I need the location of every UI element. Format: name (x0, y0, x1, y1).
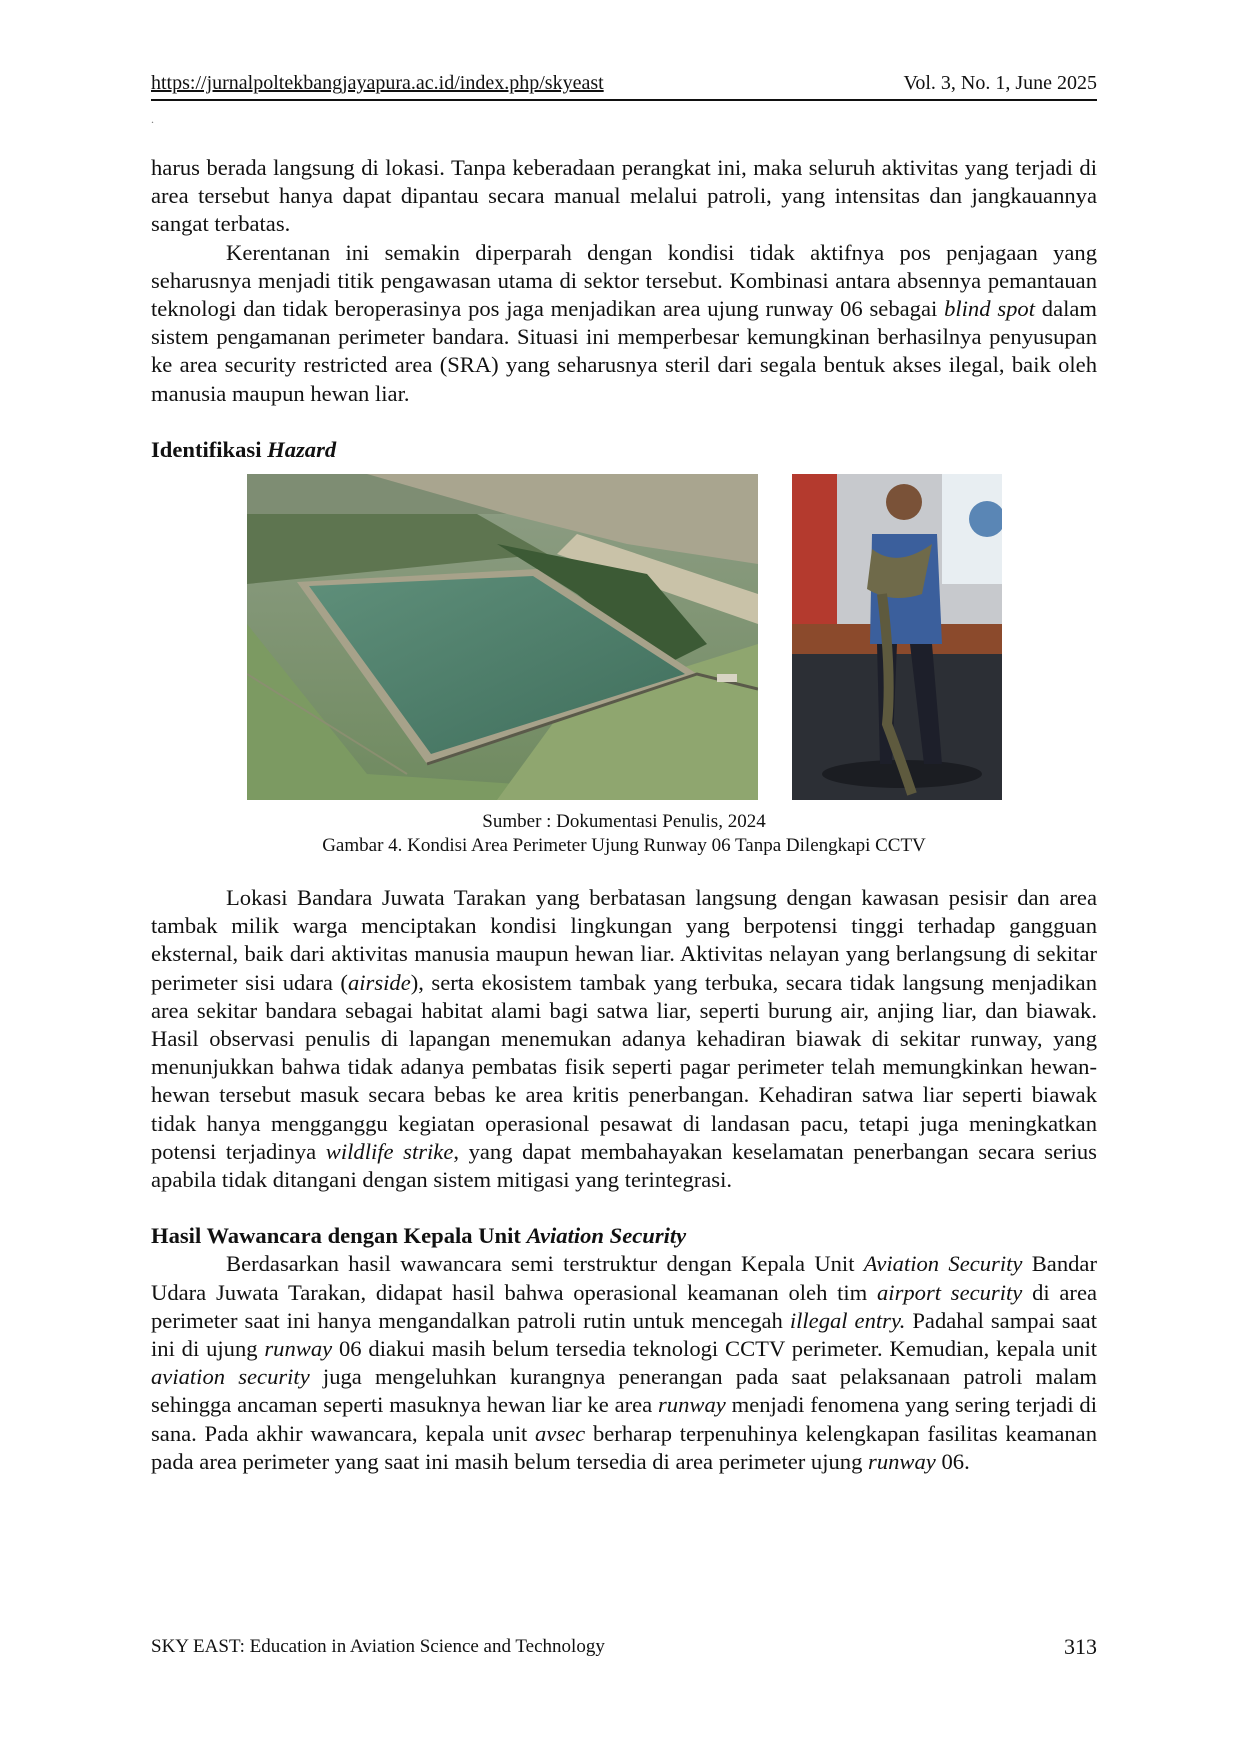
paragraph-4-italic-j: aviation security (151, 1364, 310, 1390)
paragraph-4-text-e: di area perimeter saat ini hanya mengandalkan patroli rutin untuk mencegah (151, 1279, 1097, 1333)
section-heading-interview (151, 1222, 1097, 1250)
paragraph-4-text-a: Berdasarkan hasil wawancara semi terstruktur dengan Kepala Unit (226, 1251, 864, 1277)
figure-source: Sumber : Dokumentasi Penulis, 2024 (482, 811, 766, 833)
paragraph-4-text-c: Bandar Udara Juwata Tarakan, didapat hasil bahwa operasional keamanan oleh tim (151, 1251, 1097, 1305)
heading-interview-italic: Aviation Security (526, 1223, 687, 1249)
journal-name: SKY EAST: Education in Aviation Science and Technology (151, 1636, 605, 1657)
paragraph-4-italic-p: runway (868, 1448, 936, 1474)
paragraph-4-italic-h: runway (264, 1336, 333, 1362)
paragraph-4-text-i: 06 diakui masih belum tersedia teknologi CCTV perimeter. Kemudian, kepala unit (332, 1336, 1097, 1362)
section-heading-hazard (151, 436, 1097, 464)
paragraph-2-italic-term: blind spot (944, 296, 1035, 322)
paragraph-4-text-q: 06. (935, 1448, 970, 1474)
running-footer (151, 1634, 1097, 1660)
paragraph-2-text-c: dalam sistem pengamanan perimeter bandara. Situasi ini memperbesar kemungkinan berhasilnya penyusupan ke area security restricted area (SRA) yang seharusnya steril dari segala bentuk akses ilegal, baik oleh manusia maupun hewan liar. (151, 296, 1098, 406)
paragraph-3-italic-airside: airside (347, 969, 411, 995)
paragraph-3-text-c: ), serta ekosistem tambak yang terbuka, secara tidak langsung menjadikan area sekitar bandara sebagai habitat alami bagi satwa liar, seperti burung air, anjing liar, dan biawak. Hasil observasi penulis di lapangan menemukan adanya kehadiran biawak di sekitar runway, yang menunjukkan bahwa tidak adanya pembatas fisik seperti pagar perimeter telah memungkinkan hewan-hewan tersebut masuk secara bebas ke area kritis penerbangan. Kehadiran satwa liar seperti biawak tidak hanya mengganggu kegiatan operasional pesawat di landasan pacu, tetapi juga meningkatkan potensi terjadinya (151, 969, 1098, 1164)
paragraph-3-text-e: , yang dapat membahayakan keselamatan penerbangan secara serius apabila tidak ditangani dengan sistem mitigasi yang terintegrasi. (151, 1138, 1097, 1193)
paragraph-4-italic-n: avsec (535, 1420, 586, 1446)
header-mark: . (151, 112, 154, 126)
journal-url-link[interactable]: https://jurnalpoltekbangjayapura.ac.id/index.php/skyeast (151, 72, 604, 94)
paragraph-4-italic-l: runway (658, 1392, 726, 1418)
paragraph-3-text-a: Lokasi Bandara Juwata Tarakan yang berbatasan langsung dengan kawasan pesisir dan area tambak milik warga menciptakan kondisi lingkungan yang berpotensi tinggi terhadap gangguan eksternal, baik dari aktivitas manusia maupun hewan liar. Aktivitas nelayan yang berlangsung di sekitar perimeter sisi udara ( (151, 885, 1097, 995)
paragraph-4-text-k: juga mengeluhkan kurangnya penerangan pada saat pelaksanaan patroli malam sehingga ancaman seperti masuknya hewan liar ke area (151, 1364, 1098, 1418)
paragraph-4 (151, 1250, 1097, 1476)
monitor-lizard-photo (792, 474, 1002, 800)
page-number: 313 (1064, 1634, 1097, 1659)
paragraph-2-text-a: Kerentanan ini semakin diperparah dengan kondisi tidak aktifnya pos penjagaan yang seharusnya menjadi titik pengawasan utama di sektor tersebut. Kombinasi antara absennya pemantauan teknologi dan tidak beroperasinya pos jaga menjadikan area ujung runway 06 sebagai (151, 239, 1097, 322)
volume-info: Vol. 3, No. 1, June 2025 (903, 72, 1097, 94)
header-divider (151, 99, 1097, 101)
paragraph-4-text-m: menjadi fenomena yang sering terjadi di sana. Pada akhir wawancara, kepala unit (151, 1392, 1097, 1446)
paragraph-4-italic-b: Aviation Security (863, 1251, 1023, 1277)
paragraph-1 (151, 154, 1097, 239)
paragraph-4-text-o: berharap terpenuhinya kelengkapan fasilitas keamanan pada area perimeter yang saat ini masih belum tersedia di area perimeter ujung (151, 1420, 1097, 1474)
aerial-pond-photo (247, 474, 758, 800)
paragraph-4-text-g: Padahal sampai saat ini di ujung (151, 1307, 1097, 1362)
heading-hazard-plain: Identifikasi (151, 436, 268, 462)
heading-hazard-italic: Hazard (267, 436, 337, 462)
paragraph-3-italic-wildlife-strike: wildlife strike (325, 1138, 454, 1164)
figure-caption: Gambar 4. Kondisi Area Perimeter Ujung Runway 06 Tanpa Dilengkapi CCTV (322, 835, 926, 857)
article-body (151, 154, 1097, 1476)
paragraph-4-italic-d: airport security (877, 1279, 1023, 1305)
paragraph-1-text: harus berada langsung di lokasi. Tanpa keberadaan perangkat ini, maka seluruh aktivitas yang terjadi di area tersebut hanya dapat dipantau secara manual melalui patroli, yang intensitas dan jangkauannya sangat terbatas. (151, 155, 1097, 237)
running-header (151, 72, 1097, 98)
paragraph-3 (151, 884, 1097, 1194)
paragraph-2 (151, 239, 1097, 408)
figure-4 (151, 474, 1097, 857)
heading-interview-plain: Hasil Wawancara dengan Kepala Unit (151, 1223, 527, 1249)
paragraph-4-italic-f: illegal entry. (789, 1307, 906, 1333)
